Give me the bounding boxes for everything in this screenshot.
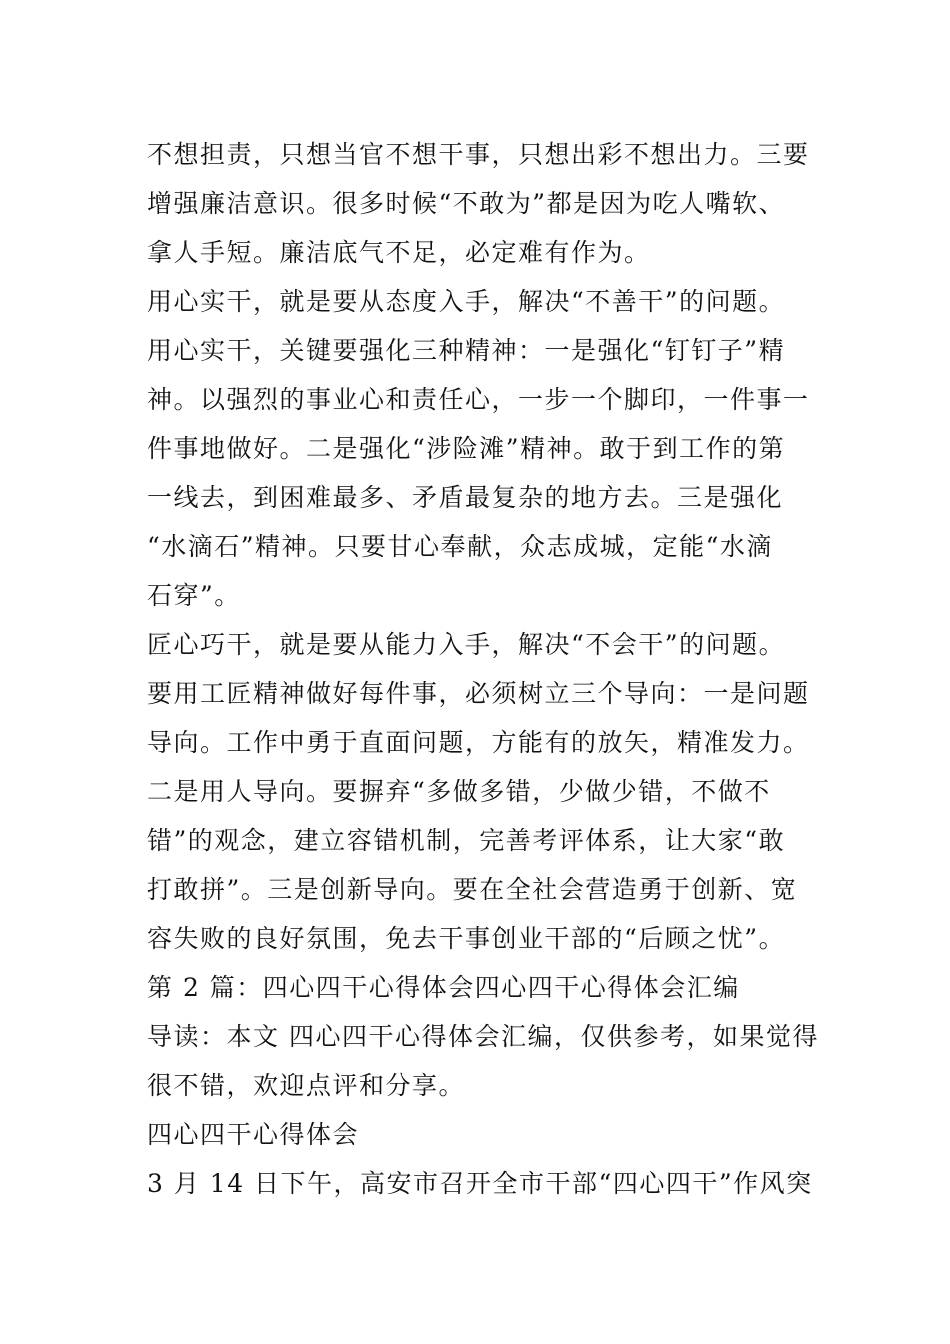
- text-line: 神。以强烈的事业心和责任心，一步一个脚印，一件事一: [147, 385, 810, 414]
- text-line: 不想担责，只想当官不想干事，只想出彩不想出力。三要: [147, 140, 810, 169]
- text-line: 拿人手短。廉洁底气不足，必定难有作为。: [147, 238, 651, 267]
- text-line: 3 月 14 日下午，高安市召开全市干部“四心四干”作风突: [147, 1169, 813, 1198]
- text-line: 错”的观念，建立容错机制，完善考评体系，让大家“敢: [147, 826, 786, 855]
- text-line: 石穿”。: [147, 581, 241, 610]
- text-line: 打敢拼”。三是创新导向。要在全社会营造勇于创新、宽: [147, 875, 798, 904]
- text-line: 导向。工作中勇于直面问题，方能有的放矢，精准发力。: [147, 728, 810, 757]
- text-line: 很不错，欢迎点评和分享。: [147, 1071, 466, 1100]
- section-heading: 第 2 篇：四心四干心得体会四心四干心得体会汇编: [147, 973, 740, 1002]
- text-line: 用心实干，关键要强化三种精神：一是强化“钉钉子”精: [147, 336, 786, 365]
- text-line: 导读：本文 四心四干心得体会汇编，仅供参考，如果觉得: [147, 1022, 819, 1051]
- text-line: 匠心巧干，就是要从能力入手，解决“不会干”的问题。: [147, 630, 786, 659]
- text-line: 二是用人导向。要摒弃“多做多错，少做少错，不做不: [147, 777, 771, 806]
- text-line: 容失败的良好氛围，免去干事创业干部的“后顾之忧”。: [147, 924, 786, 953]
- text-line: 件事地做好。二是强化“涉险滩”精神。敢于到工作的第: [147, 434, 786, 463]
- text-line: 要用工匠精神做好每件事，必须树立三个导向：一是问题: [147, 679, 810, 708]
- text-line: “水滴石”精神。只要甘心奉献，众志成城，定能“水滴: [147, 532, 773, 561]
- text-line: 用心实干，就是要从态度入手，解决“不善干”的问题。: [147, 287, 786, 316]
- text-line: 增强廉洁意识。很多时候“不敢为”都是因为吃人嘴软、: [147, 189, 786, 218]
- subsection-heading: 四心四干心得体会: [147, 1120, 360, 1149]
- document-body: [147, 130, 819, 1208]
- text-line: 一线去，到困难最多、矛盾最复杂的地方去。三是强化: [147, 483, 784, 512]
